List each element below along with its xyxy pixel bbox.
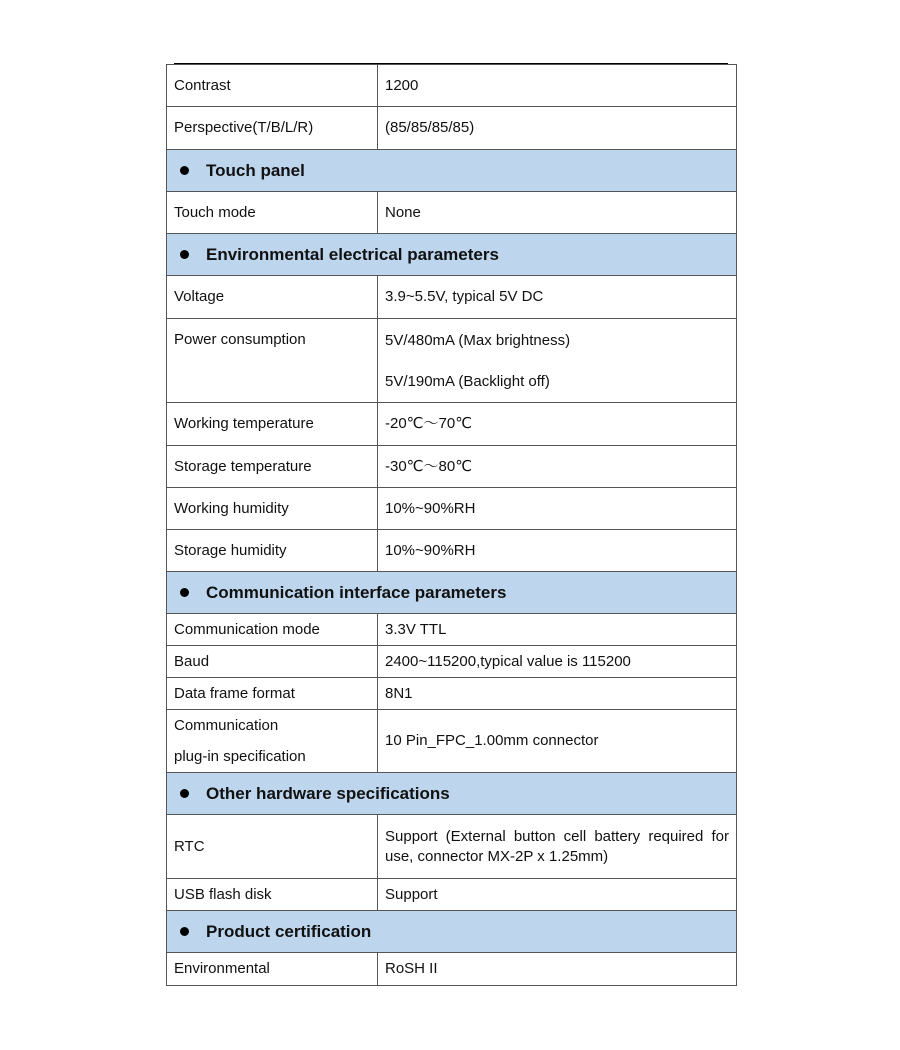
plugin-label-cell (167, 710, 378, 773)
section-title: Touch panel (206, 160, 305, 180)
bullet-icon (180, 789, 189, 798)
usb-value: Support (378, 879, 737, 911)
section-row (167, 911, 737, 953)
spec-table (166, 64, 737, 986)
storage-temp-label: Storage temperature (167, 446, 378, 488)
storage-humidity-value: 10%~90%RH (378, 530, 737, 572)
section-title: Communication interface parameters (206, 582, 507, 602)
voltage-label: Voltage (167, 276, 378, 319)
table-row (167, 953, 737, 986)
table-row (167, 403, 737, 446)
plugin-label-line2: plug-in specification (174, 748, 306, 765)
section-row (167, 150, 737, 192)
usb-label: USB flash disk (167, 879, 378, 911)
table-row (167, 614, 737, 646)
comm-mode-label: Communication mode (167, 614, 378, 646)
working-temp-value: -20℃～70℃ (378, 403, 737, 446)
section-touch-panel (167, 150, 737, 192)
section-hardware (167, 773, 737, 815)
bullet-icon (180, 166, 189, 175)
table-row (167, 192, 737, 234)
contrast-label: Contrast (167, 65, 378, 107)
section-title: Other hardware specifications (206, 783, 450, 803)
touch-mode-label: Touch mode (167, 192, 378, 234)
bullet-icon (180, 250, 189, 259)
rtc-value: Support (External button cell battery required for use, connector MX-2P x 1.25mm) (378, 815, 737, 879)
table-row (167, 646, 737, 678)
table-row (167, 530, 737, 572)
bullet-icon (180, 588, 189, 597)
section-communication (167, 572, 737, 614)
bullet-icon (180, 927, 189, 936)
power-label: Power consumption (167, 319, 378, 403)
section-row (167, 572, 737, 614)
section-row (167, 773, 737, 815)
storage-temp-value: -30℃～80℃ (378, 446, 737, 488)
table-row (167, 879, 737, 911)
perspective-value: (85/85/85/85) (378, 107, 737, 150)
baud-label: Baud (167, 646, 378, 678)
section-certification (167, 911, 737, 953)
table-row (167, 815, 737, 879)
section-title: Environmental electrical parameters (206, 244, 499, 264)
working-humidity-label: Working humidity (167, 488, 378, 530)
table-row (167, 276, 737, 319)
storage-humidity-label: Storage humidity (167, 530, 378, 572)
frame-format-value: 8N1 (378, 678, 737, 710)
table-row (167, 446, 737, 488)
working-humidity-value: 10%~90%RH (378, 488, 737, 530)
table-row (167, 107, 737, 150)
table-row (167, 710, 737, 773)
power-value-max: 5V/480mA (Max brightness) (385, 332, 571, 349)
comm-mode-value: 3.3V TTL (378, 614, 737, 646)
section-environmental (167, 234, 737, 276)
environmental-value: RoSH II (378, 953, 737, 986)
table-row (167, 65, 737, 107)
section-row (167, 234, 737, 276)
touch-mode-value: None (378, 192, 737, 234)
table-row (167, 319, 737, 403)
power-value-off: 5V/190mA (Backlight off) (385, 373, 550, 390)
baud-value: 2400~115200,typical value is 115200 (378, 646, 737, 678)
plugin-value: 10 Pin_FPC_1.00mm connector (378, 710, 737, 773)
section-title: Product certification (206, 921, 372, 941)
voltage-value: 3.9~5.5V, typical 5V DC (378, 276, 737, 319)
plugin-label-line1: Communication (174, 717, 279, 734)
table-row (167, 488, 737, 530)
table-row (167, 678, 737, 710)
perspective-label: Perspective(T/B/L/R) (167, 107, 378, 150)
contrast-value: 1200 (378, 65, 737, 107)
rtc-label: RTC (167, 815, 378, 879)
power-value-cell (378, 319, 737, 403)
frame-format-label: Data frame format (167, 678, 378, 710)
working-temp-label: Working temperature (167, 403, 378, 446)
environmental-label: Environmental (167, 953, 378, 986)
